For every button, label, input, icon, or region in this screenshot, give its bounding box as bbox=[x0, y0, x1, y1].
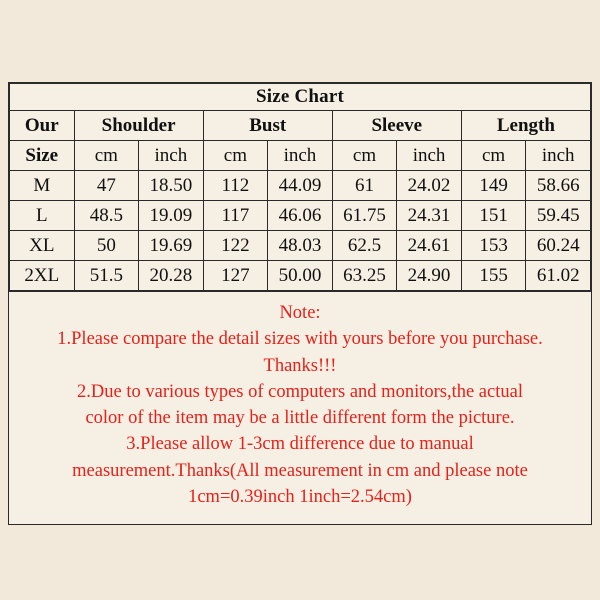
cell-length-inch: 60.24 bbox=[526, 231, 591, 261]
note-line-7: 1cm=0.39inch 1inch=2.54cm) bbox=[188, 486, 412, 507]
cell-bust-inch: 44.09 bbox=[268, 171, 333, 201]
cell-sleeve-inch: 24.31 bbox=[397, 201, 462, 231]
note-line-1: 1.Please compare the detail sizes with yours before you purchase. bbox=[57, 329, 543, 350]
note-line-5: 3.Please allow 1-3cm difference due to manual bbox=[126, 434, 474, 455]
unit-bust-cm: cm bbox=[203, 141, 268, 171]
cell-sleeve-inch: 24.02 bbox=[397, 171, 462, 201]
row-size-label: 2XL bbox=[10, 261, 75, 291]
cell-bust-cm: 117 bbox=[203, 201, 268, 231]
cell-sleeve-cm: 61.75 bbox=[332, 201, 397, 231]
row-size-label: L bbox=[10, 201, 75, 231]
cell-shoulder-inch: 20.28 bbox=[139, 261, 204, 291]
unit-shoulder-cm: cm bbox=[74, 141, 139, 171]
cell-sleeve-inch: 24.61 bbox=[397, 231, 462, 261]
note-section bbox=[9, 291, 591, 524]
table-row bbox=[10, 201, 591, 231]
cell-bust-cm: 112 bbox=[203, 171, 268, 201]
table-row bbox=[10, 171, 591, 201]
unit-sleeve-inch: inch bbox=[397, 141, 462, 171]
cell-shoulder-cm: 51.5 bbox=[74, 261, 139, 291]
unit-length-cm: cm bbox=[461, 141, 526, 171]
note-line-6: measurement.Thanks(All measurement in cm and please note bbox=[72, 460, 528, 481]
unit-bust-inch: inch bbox=[268, 141, 333, 171]
group-header-sleeve: Sleeve bbox=[332, 111, 461, 141]
cell-length-inch: 61.02 bbox=[526, 261, 591, 291]
row-size-label: M bbox=[10, 171, 75, 201]
table-unit-header-row bbox=[10, 141, 591, 171]
cell-sleeve-cm: 62.5 bbox=[332, 231, 397, 261]
cell-bust-inch: 50.00 bbox=[268, 261, 333, 291]
our-size-header-bottom: Size bbox=[10, 141, 75, 171]
cell-sleeve-cm: 61 bbox=[332, 171, 397, 201]
cell-shoulder-cm: 48.5 bbox=[74, 201, 139, 231]
note-line-4: color of the item may be a little different form the picture. bbox=[85, 408, 515, 429]
cell-length-cm: 153 bbox=[461, 231, 526, 261]
cell-shoulder-cm: 47 bbox=[74, 171, 139, 201]
note-line-2: Thanks!!! bbox=[263, 355, 337, 376]
cell-bust-inch: 48.03 bbox=[268, 231, 333, 261]
unit-length-inch: inch bbox=[526, 141, 591, 171]
cell-bust-cm: 127 bbox=[203, 261, 268, 291]
cell-shoulder-inch: 19.69 bbox=[139, 231, 204, 261]
table-title-row bbox=[10, 84, 591, 111]
cell-length-cm: 155 bbox=[461, 261, 526, 291]
cell-bust-inch: 46.06 bbox=[268, 201, 333, 231]
chart-title: Size Chart bbox=[10, 84, 591, 111]
cell-shoulder-inch: 18.50 bbox=[139, 171, 204, 201]
cell-shoulder-inch: 19.09 bbox=[139, 201, 204, 231]
size-chart-sheet bbox=[8, 82, 592, 525]
cell-length-cm: 151 bbox=[461, 201, 526, 231]
cell-length-cm: 149 bbox=[461, 171, 526, 201]
unit-shoulder-inch: inch bbox=[139, 141, 204, 171]
our-size-header-top: Our bbox=[10, 111, 75, 141]
cell-sleeve-inch: 24.90 bbox=[397, 261, 462, 291]
cell-shoulder-cm: 50 bbox=[74, 231, 139, 261]
row-size-label: XL bbox=[10, 231, 75, 261]
cell-bust-cm: 122 bbox=[203, 231, 268, 261]
cell-length-inch: 58.66 bbox=[526, 171, 591, 201]
table-row bbox=[10, 261, 591, 291]
table-row bbox=[10, 231, 591, 261]
unit-sleeve-cm: cm bbox=[332, 141, 397, 171]
group-header-shoulder: Shoulder bbox=[74, 111, 203, 141]
cell-length-inch: 59.45 bbox=[526, 201, 591, 231]
note-heading: Note: bbox=[279, 303, 321, 323]
cell-sleeve-cm: 63.25 bbox=[332, 261, 397, 291]
group-header-length: Length bbox=[461, 111, 590, 141]
size-chart-table bbox=[9, 83, 591, 291]
table-group-header-row bbox=[10, 111, 591, 141]
note-line-3: 2.Due to various types of computers and monitors,the actual bbox=[77, 381, 523, 402]
group-header-bust: Bust bbox=[203, 111, 332, 141]
